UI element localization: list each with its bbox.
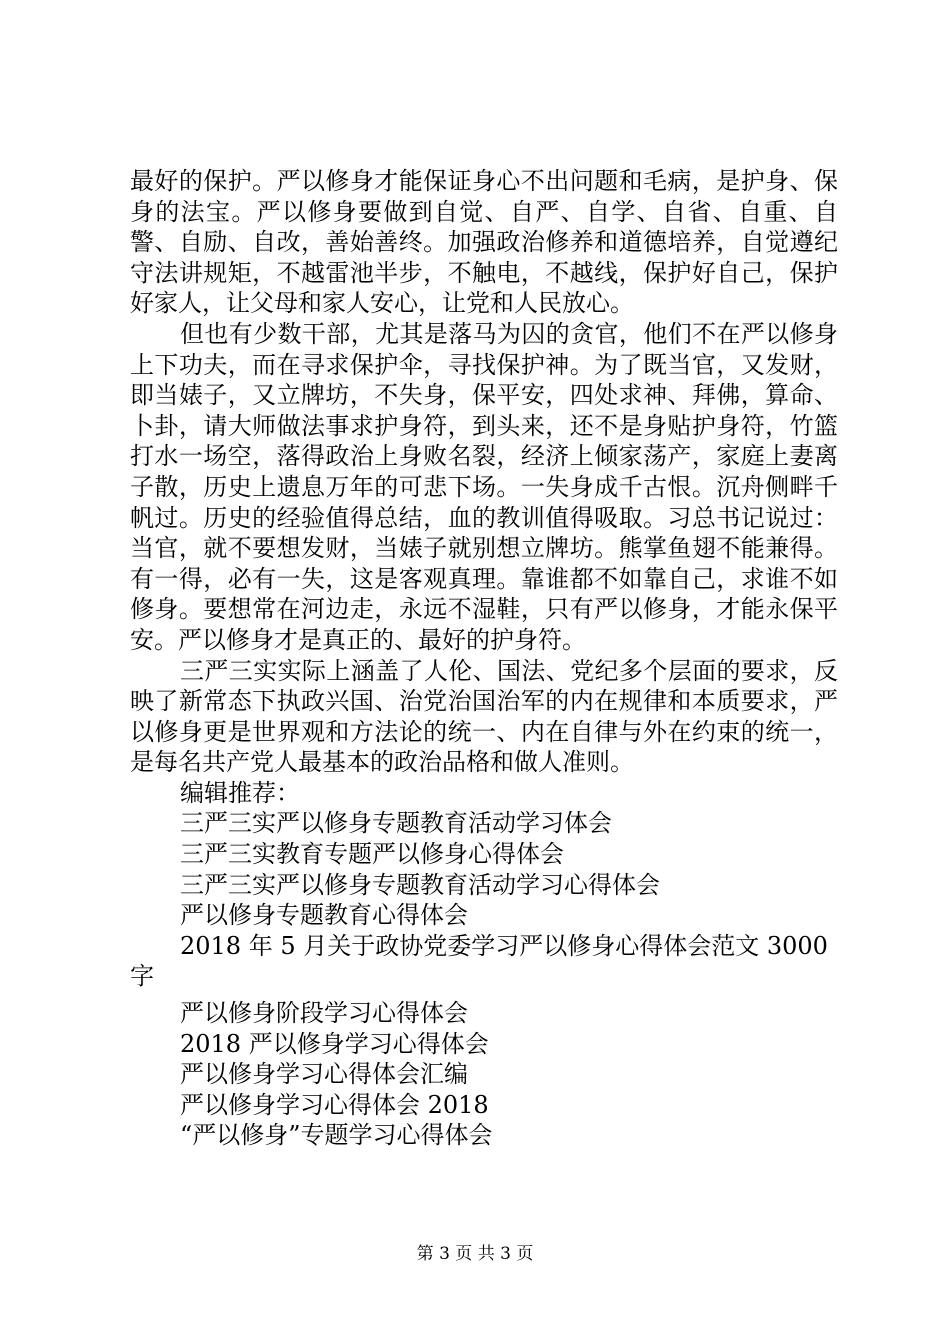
recommendation-item[interactable]: 严以修身学习心得体会 2018 [180,1090,489,1119]
paragraph-3: 三严三实实际上涵盖了人伦、国法、党纪多个层面的要求，反映了新常态下执政兴国、治党治国治军的内在规律和本质要求，严以修身更是世界观和方法论的统一、内在自律与外在约束的统一，是每名共产党人最基本的政治品格和做人准则。 [130,656,838,777]
paragraph-1: 最好的保护。严以修身才能保证身心不出问题和毛病，是护身、保身的法宝。严以修身要做到自觉、自严、自学、自省、自重、自警、自励、自改，善始善终。加强政治修养和道德培养，自觉遵纪守法讲规矩，不越雷池半步，不触电，不越线，保护好自己，保护好家人，让父母和家人安心，让党和人民放心。 [130,167,838,318]
recommendation-item[interactable]: “严以修身”专题学习心得体会 [180,1121,493,1150]
recommendation-item[interactable]: 三严三实教育专题严以修身心得体会 [180,840,564,869]
recommendation-item-line: 2018 年 5 月关于政协党委学习严以修身心得体会范文 3000 [180,931,828,960]
recommendation-item[interactable]: 严以修身专题教育心得体会 [180,901,468,930]
page-footer: 第 3 页 共 3 页 [416,1244,534,1264]
recommendation-item[interactable]: 2018 严以修身学习心得体会 [180,1029,489,1058]
recommendation-item[interactable]: 严以修身阶段学习心得体会 [180,999,468,1028]
recommendation-item[interactable]: 严以修身学习心得体会汇编 [180,1060,468,1089]
recommendation-item-continuation: 字 [130,962,154,991]
recommendation-item[interactable]: 三严三实严以修身专题教育活动学习心得体会 [180,870,660,899]
recommendation-item[interactable] [130,931,838,992]
recommendation-item[interactable]: 三严三实严以修身专题教育活动学习体会 [180,809,612,838]
document-body [130,166,838,1151]
recommendations-heading: 编辑推荐： [180,778,300,807]
paragraph-2: 但也有少数干部，尤其是落马为囚的贪官，他们不在严以修身上下功夫，而在寻求保护伞，寻找保护神。为了既当官，又发财，即当婊子，又立牌坊，不失身，保平安，四处求神、拜佛，算命、卜卦，请大师做法事求护身符，到头来，还不是身贴护身符，竹篮打水一场空，落得政治上身败名裂，经济上倾家荡产，家庭上妻离子散，历史上遗息万年的可悲下场。一失身成千古恨。沉舟侧畔千帆过。历史的经验值得总结，血的教训值得吸取。习总书记说过：当官，就不要想发财，当婊子就别想立牌坊。熊掌鱼翅不能兼得。有一得，必有一失，这是客观真理。靠谁都不如靠自己，求谁不如修身。要想常在河边走，永远不湿鞋，只有严以修身，才能永保平安。严以修身才是真正的、最好的护身符。 [130,319,838,654]
recommendations [130,778,838,1151]
